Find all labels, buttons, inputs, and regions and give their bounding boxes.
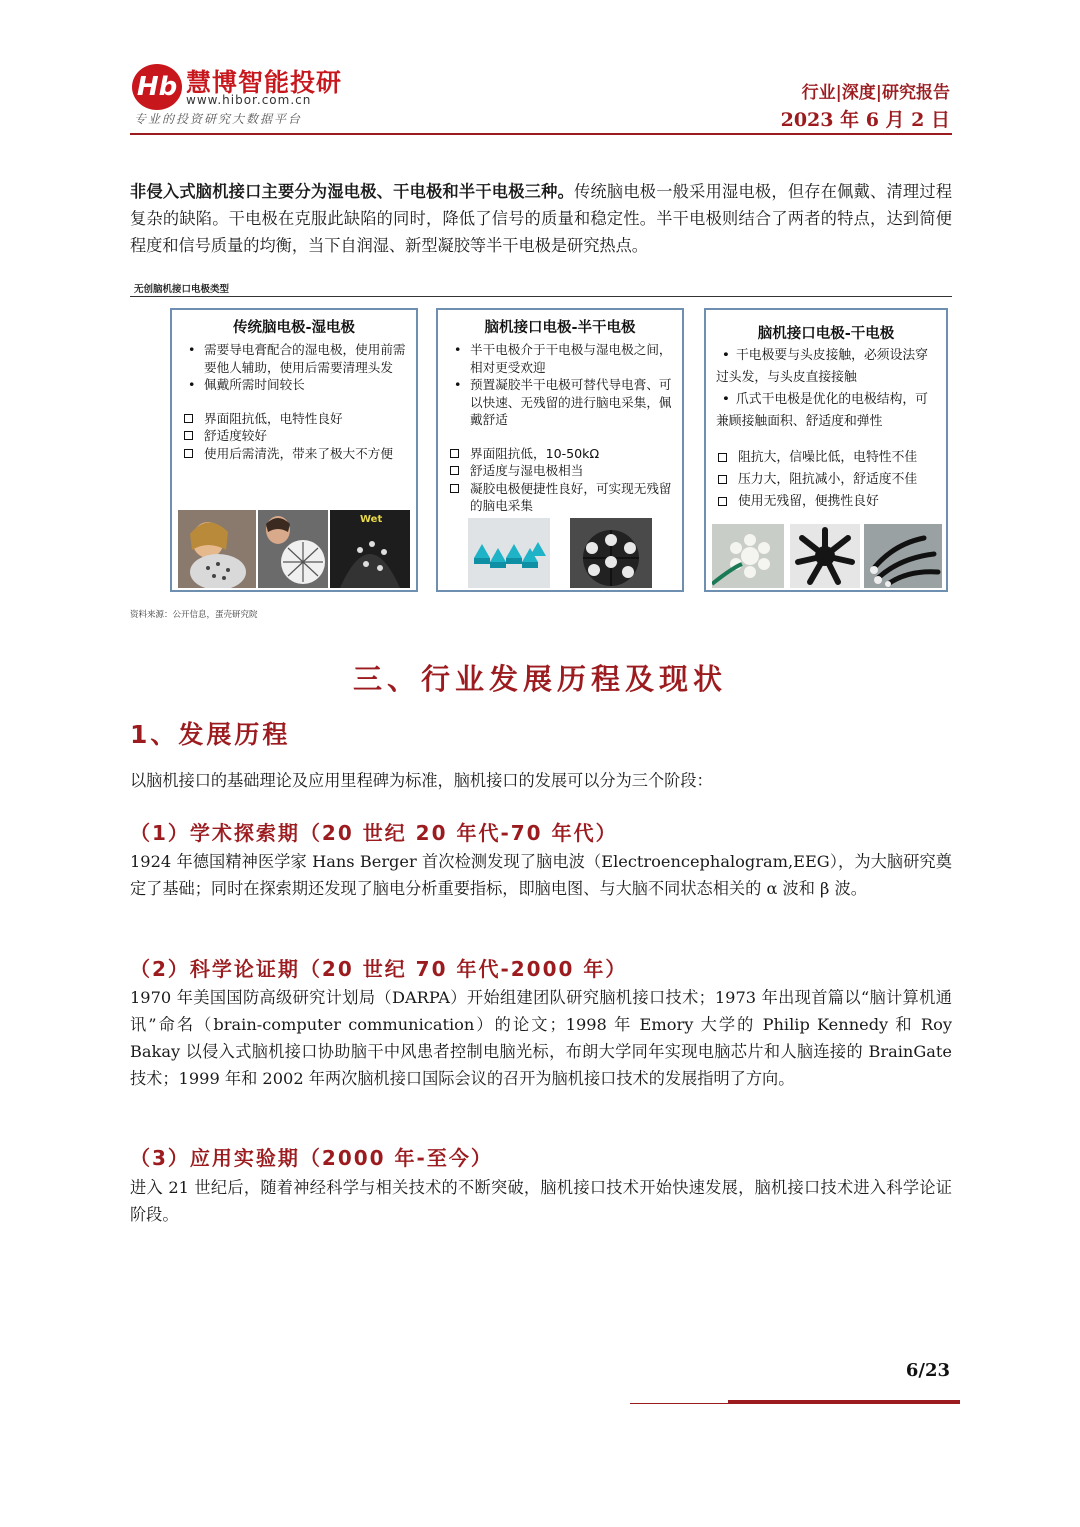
check-item: 界面阻抗低，电特性良好 <box>182 410 408 428</box>
report-type: 行业|深度|研究报告 <box>801 83 950 103</box>
check-item: 界面阻抗低，10-50kΩ <box>448 445 674 463</box>
page-number: 6/23 <box>905 1360 950 1381</box>
card-checks <box>706 447 946 513</box>
card-checks <box>438 445 682 515</box>
card-semi-dry-electrode <box>436 308 684 592</box>
check-item: 阻抗大，信噪比低，电特性不佳 <box>716 447 938 469</box>
card-bullets <box>438 341 682 429</box>
bullet-item: • 预置凝胶半干电极可替代导电膏、可以快速、无残留的进行脑电采集，佩戴舒适 <box>448 376 674 429</box>
brand-name: 慧博智能投研 <box>186 68 343 97</box>
figure-source: 资料来源：公开信息，蛋壳研究院 <box>130 610 258 620</box>
phase-3-heading: （3）应用实验期（2000 年-至今） <box>130 1146 493 1170</box>
footer-divider-thin <box>630 1403 960 1404</box>
intro-lead: 非侵入式脑机接口主要分为湿电极、干电极和半干电极三种。 <box>130 182 575 201</box>
bullet-item: • • 爪式干电极是优化的电极结构，可兼顾接触面积、舒适度和弹性 <box>716 389 938 433</box>
wet-photo-label: Wet <box>360 514 383 525</box>
card-dry-electrode <box>704 308 948 592</box>
wet-electrode-photo-2 <box>258 510 328 588</box>
phase-1-heading: （1）学术探索期（20 世纪 20 年代-70 年代） <box>130 821 618 845</box>
dry-photo-3 <box>864 524 942 588</box>
phase-2-text: 1970 年美国国防高级研究计划局（DARPA）开始组建团队研究脑机接口技术；1973 年出现首篇以“脑计算机通讯”命名（brain-computer communication）的论文；1998 年 Emory 大学的 Philip Kennedy 和 Roy Bakay 以侵入式脑机接口协助脑干中风患者控制电脑光标，布朗大学同年实现电脑芯片和人脑连接的 BrainGate 技术；1999 年和 2002 年两次脑机接口国际会议的召开为脑机接口技术的发展指明了方向。 <box>130 988 952 1088</box>
card-checks <box>172 410 416 463</box>
bullet-item: • 需要导电膏配合的湿电极，使用前需要他人辅助，使用后需要清理头发 <box>182 341 408 376</box>
section-intro: 以脑机接口的基础理论及应用里程碑为标准，脑机接口的发展可以分为三个阶段： <box>130 771 713 790</box>
section-title: 三、行业发展历程及现状 <box>352 662 727 696</box>
check-item: 压力大，阻抗减小，舒适度不佳 <box>716 469 938 491</box>
wet-electrode-photo-1 <box>178 510 256 588</box>
card-bullets <box>706 345 946 433</box>
bullet-item: • 佩戴所需时间较长 <box>182 376 408 394</box>
card-bullets <box>172 341 416 394</box>
intro-rest: 传统脑电极一般采用湿电极，但存在佩戴、清理过程复杂的缺陷。干电极在克服此缺陷的同时，降低了信号的质量和稳定性。半干电极则结合了两者的特点，达到简便程度和信号质量的均衡，当下自润湿、新型凝胶等半干电极是研究热点。 <box>130 182 953 255</box>
brand-url[interactable]: www.hibor.com.cn <box>186 93 312 107</box>
bullet-item: • • 干电极要与头皮接触，必须设法穿过头发，与头皮直接接触 <box>716 345 938 389</box>
header-divider <box>130 133 952 135</box>
semi-dry-photo-1 <box>468 518 550 588</box>
intro-paragraph <box>130 178 952 259</box>
wet-electrode-photo-3 <box>330 510 410 588</box>
dry-photo-2 <box>790 524 860 588</box>
brand-slogan: 专业的投资研究大数据平台 <box>134 112 303 126</box>
card-title: 脑机接口电极-干电极 <box>757 326 895 342</box>
phase-3-text: 进入 21 世纪后，随着神经科学与相关技术的不断突破，脑机接口技术开始快速发展，脑机接口技术进入科学论证阶段。 <box>130 1178 952 1224</box>
dry-photo-1 <box>712 524 784 588</box>
card-title: 脑机接口电极-半干电极 <box>484 320 636 336</box>
card-wet-electrode <box>170 308 418 592</box>
figure-title: 无创脑机接口电极类型 <box>134 284 230 295</box>
logo-icon: Hb <box>132 64 182 110</box>
check-item: 使用后需清洗，带来了极大不方便 <box>182 445 408 463</box>
check-item: 凝胶电极便捷性良好，可实现无残留的脑电采集 <box>448 480 674 515</box>
check-item: 舒适度较好 <box>182 427 408 445</box>
report-date: 2023 年 6 月 2 日 <box>780 109 950 131</box>
semi-dry-photo-2 <box>570 518 652 588</box>
check-item: 使用无残留，便携性良好 <box>716 491 938 513</box>
phase-2-heading: （2）科学论证期（20 世纪 70 年代-2000 年） <box>130 957 628 981</box>
check-item: 舒适度与湿电极相当 <box>448 462 674 480</box>
card-title: 传统脑电极-湿电极 <box>232 320 356 336</box>
subsection-title: 1、发展历程 <box>130 720 291 749</box>
phase-1-text: 1924 年德国精神医学家 Hans Berger 首次检测发现了脑电波（Electroencephalogram,EEG），为大脑研究奠定了基础；同时在探索期还发现了脑电分析重要指标，即脑电图、与大脑不同状态相关的 α 波和 β 波。 <box>130 852 952 898</box>
bullet-item: • 半干电极介于干电极与湿电极之间，相对更受欢迎 <box>448 341 674 376</box>
footer-divider-thick <box>728 1400 960 1403</box>
figure-divider <box>130 296 952 297</box>
